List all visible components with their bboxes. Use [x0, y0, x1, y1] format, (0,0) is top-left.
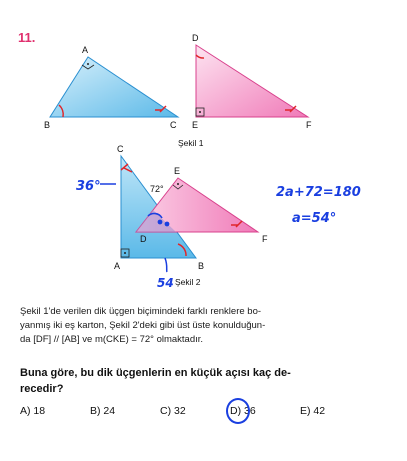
selected-answer-circle: [226, 398, 250, 424]
label-F-fig1: F: [306, 120, 312, 130]
handwritten-angle-36: 36°: [76, 179, 101, 194]
option-a[interactable]: [20, 405, 45, 417]
ink-dot: [158, 220, 163, 225]
question-number: 11.: [18, 30, 36, 45]
option-letter: B): [90, 405, 101, 417]
prompt-line-1: Buna göre, bu dik üçgenlerin en küçük açısı kaç de-: [20, 367, 291, 379]
option-e[interactable]: [300, 405, 325, 417]
option-letter: D): [230, 405, 242, 417]
handwritten-equation-2: a=54°: [292, 211, 337, 226]
question-prompt: [20, 365, 392, 397]
label-C-fig1: C: [170, 120, 177, 130]
paragraph-line-1: Şekil 1'de verilen dik üçgen biçimindeki farklı renklere bo-: [20, 306, 262, 317]
angle-72-label: 72°: [150, 184, 164, 194]
option-value: 36: [244, 405, 256, 417]
figure1-blue-triangle: [50, 57, 178, 117]
option-letter: E): [300, 405, 311, 417]
handwritten-equation-1: 2a+72=180: [276, 185, 361, 200]
label-B-fig2: B: [198, 261, 205, 271]
question-paragraph: [20, 305, 392, 347]
option-b[interactable]: [90, 405, 115, 417]
paragraph-line-2: yanmış iki eş karton, Şekil 2'deki gibi üst üste konulduğun-: [20, 320, 266, 331]
label-A-fig1: A: [82, 45, 89, 55]
option-value: 32: [174, 405, 186, 417]
option-letter: A): [20, 405, 31, 417]
label-A-fig2: A: [114, 261, 121, 271]
label-F-fig2: F: [262, 234, 268, 244]
label-E-fig2: E: [174, 166, 181, 176]
option-letter: C): [160, 405, 172, 417]
figure1-pink-triangle: [196, 45, 308, 117]
figure1-caption: Şekil 1: [178, 138, 204, 148]
label-C-fig2: C: [117, 144, 124, 154]
ink-dot: [165, 222, 170, 227]
figure2-caption: Şekil 2: [175, 277, 201, 287]
paragraph-line-3: da [DF] // [AB] ve m(CKE) = 72° olmaktadır.: [20, 334, 204, 345]
label-B-fig1: B: [44, 120, 51, 130]
option-value: 24: [103, 405, 116, 417]
label-D-fig1: D: [192, 33, 199, 43]
label-D-fig2: D: [140, 234, 147, 244]
label-E-fig1: E: [192, 120, 199, 130]
handwritten-angle-54: 54: [157, 276, 174, 290]
option-value: 42: [313, 405, 326, 417]
handwritten-arrow: [165, 258, 167, 272]
option-c[interactable]: [160, 405, 186, 417]
prompt-line-2: recedir?: [20, 383, 64, 395]
option-value: 18: [33, 405, 46, 417]
